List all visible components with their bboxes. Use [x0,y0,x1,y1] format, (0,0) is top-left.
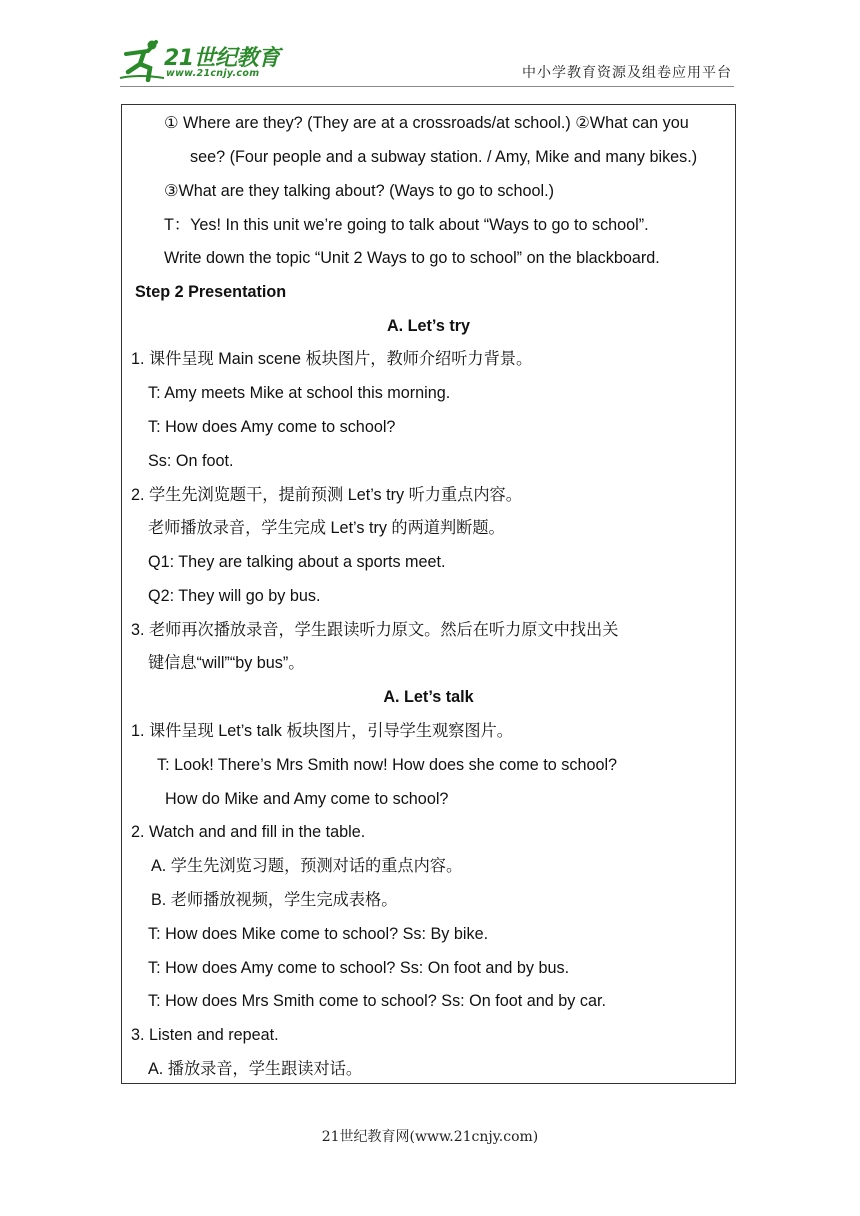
logo-brand-text: 21世纪教育 [164,46,280,71]
text-line: How do Mike and Amy come to school? [165,790,449,808]
text-line: 2. 学生先浏览题干，提前预测 Let’s try 听力重点内容。 [131,486,522,504]
text-line: T：Yes! In this unit we’re going to talk about “Ways to go to school”. [164,216,649,234]
text-line: 1. 课件呈现 Main scene 板块图片，教师介绍听力背景。 [131,350,533,368]
logo-url-text: www.21cnjy.com [166,68,260,79]
text-line: T: How does Amy come to school? [148,418,396,436]
text-line: A. 播放录音，学生跟读对话。 [148,1060,363,1078]
text-line: see? (Four people and a subway station. / Amy, Mike and many bikes.) [190,148,698,166]
text-line: 3. 老师再次播放录音，学生跟读听力原文。然后在听力原文中找出关 [131,621,619,639]
section-heading: A. Let’s talk [383,688,474,706]
text-line: T: Amy meets Mike at school this morning. [148,384,451,402]
text-line: T: How does Mrs Smith come to school? Ss: On foot and by car. [148,992,606,1010]
page-header [0,0,860,100]
text-line: 2. Watch and and fill in the table. [131,823,366,841]
site-logo [118,38,288,88]
text-line: Q2: They will go by bus. [148,587,321,605]
step-heading: Step 2 Presentation [135,283,287,301]
page-footer: 21世纪教育网(www.21cnjy.com) [321,1129,539,1145]
text-line: 老师播放录音，学生完成 Let’s try 的两道判断题。 [148,519,505,537]
text-line: T: How does Mike come to school? Ss: By bike. [148,925,489,943]
text-line: Q1: They are talking about a sports meet. [148,553,446,571]
section-heading: A. Let’s try [386,317,471,335]
text-line: A. 学生先浏览习题，预测对话的重点内容。 [151,857,463,875]
running-figure-icon [118,38,168,82]
text-line: Write down the topic “Unit 2 Ways to go to school” on the blackboard. [164,249,660,267]
text-line: T: Look! There’s Mrs Smith now! How does she come to school? [157,756,618,774]
text-line: ③What are they talking about? (Ways to go to school.) [164,182,555,200]
text-line: ① Where are they? (They are at a crossroads/at school.) ②What can you [164,114,689,132]
platform-name: 中小学教育资源及组卷应用平台 [522,65,732,81]
text-line: 1. 课件呈现 Let’s talk 板块图片，引导学生观察图片。 [131,722,513,740]
text-line: Ss: On foot. [148,452,234,470]
text-line: 键信息“will”“by bus”。 [148,654,305,672]
header-divider [120,86,734,87]
text-line: 3. Listen and repeat. [131,1026,279,1044]
text-line: B. 老师播放视频，学生完成表格。 [151,891,398,909]
text-line: T: How does Amy come to school? Ss: On foot and by bus. [148,959,570,977]
